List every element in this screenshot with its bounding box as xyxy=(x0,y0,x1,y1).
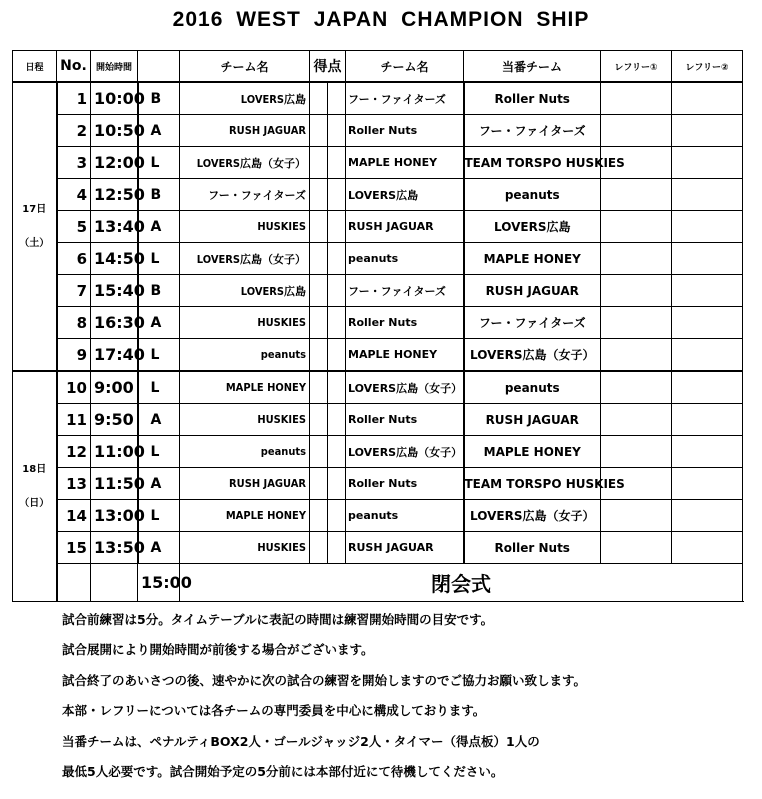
match-time: 10:00 xyxy=(91,82,138,115)
match-team2: フー・ファイターズ xyxy=(346,275,464,307)
match-court: L xyxy=(138,243,180,275)
header-team2: チーム名 xyxy=(346,51,464,83)
score-cell-1 xyxy=(310,147,328,179)
table-row xyxy=(13,371,743,404)
match-team1: RUSH JAGUAR xyxy=(180,115,310,147)
score-cell-1 xyxy=(310,339,328,372)
referee-1-cell xyxy=(601,532,672,564)
score-cell-2 xyxy=(328,115,346,147)
closing-day-cell xyxy=(57,564,91,602)
referee-1-cell xyxy=(601,211,672,243)
match-team2: peanuts xyxy=(346,500,464,532)
table-row xyxy=(13,500,743,532)
score-cell-1 xyxy=(310,115,328,147)
match-time: 16:30 xyxy=(91,307,138,339)
match-court: A xyxy=(138,307,180,339)
match-team1: LOVERS広島（女子） xyxy=(180,147,310,179)
table-row xyxy=(13,468,743,500)
header-no: No. xyxy=(57,51,91,83)
match-no: 7 xyxy=(57,275,91,307)
match-time: 13:50 xyxy=(91,532,138,564)
score-cell-2 xyxy=(328,307,346,339)
referee-2-cell xyxy=(672,82,743,115)
match-team1: HUSKIES xyxy=(180,211,310,243)
match-no: 9 xyxy=(57,339,91,372)
referee-2-cell xyxy=(672,532,743,564)
table-row xyxy=(13,243,743,275)
note-line: 試合終了のあいさつの後、速やかに次の試合の練習を開始しますのでご協力お願い致します。 xyxy=(62,672,587,688)
day-weekday: （日） xyxy=(19,497,50,509)
referee-2-cell xyxy=(672,243,743,275)
score-cell-2 xyxy=(328,275,346,307)
match-team1: RUSH JAGUAR xyxy=(180,468,310,500)
match-no: 10 xyxy=(57,371,91,404)
table-row xyxy=(13,275,743,307)
match-no: 1 xyxy=(57,82,91,115)
day-cell xyxy=(13,371,57,602)
schedule-table xyxy=(12,50,743,602)
match-court: A xyxy=(138,532,180,564)
score-cell-2 xyxy=(328,243,346,275)
referee-2-cell xyxy=(672,500,743,532)
match-court: A xyxy=(138,115,180,147)
match-duty: peanuts xyxy=(464,179,601,211)
match-time: 15:40 xyxy=(91,275,138,307)
score-cell-2 xyxy=(328,436,346,468)
match-court: A xyxy=(138,468,180,500)
score-cell-2 xyxy=(328,500,346,532)
page-title: 2016 WEST JAPAN CHAMPION SHIP xyxy=(172,8,590,31)
match-court: B xyxy=(138,275,180,307)
referee-2-cell xyxy=(672,468,743,500)
note-line: 試合前練習は5分。タイムテーブルに表記の時間は練習開始時間の目安です。 xyxy=(62,612,494,627)
match-duty: Roller Nuts xyxy=(464,82,601,115)
match-court: L xyxy=(138,500,180,532)
referee-2-cell xyxy=(672,404,743,436)
match-time: 13:40 xyxy=(91,211,138,243)
table-row xyxy=(13,404,743,436)
closing-row xyxy=(13,564,743,602)
score-cell-2 xyxy=(328,371,346,404)
table-row xyxy=(13,147,743,179)
header-team1: チーム名 xyxy=(180,51,310,83)
match-no: 11 xyxy=(57,404,91,436)
referee-1-cell xyxy=(601,371,672,404)
score-cell-2 xyxy=(328,211,346,243)
match-time: 12:00 xyxy=(91,147,138,179)
score-cell-2 xyxy=(328,339,346,372)
match-no: 5 xyxy=(57,211,91,243)
match-time: 17:40 xyxy=(91,339,138,372)
header-duty: 当番チーム xyxy=(464,51,601,83)
day-weekday: （土） xyxy=(19,237,50,249)
match-no: 2 xyxy=(57,115,91,147)
table-row xyxy=(13,307,743,339)
note-line: 本部・レフリーについては各チームの専門委員を中心に構成しております。 xyxy=(62,703,486,719)
referee-2-cell xyxy=(672,115,743,147)
match-duty: TEAM TORSPO HUSKIES xyxy=(464,468,601,500)
match-team2: Roller Nuts xyxy=(346,115,464,147)
referee-2-cell xyxy=(672,147,743,179)
match-no: 14 xyxy=(57,500,91,532)
referee-1-cell xyxy=(601,275,672,307)
score-cell-1 xyxy=(310,82,328,115)
match-duty: MAPLE HONEY xyxy=(464,436,601,468)
match-team2: フー・ファイターズ xyxy=(346,82,464,115)
match-court: L xyxy=(138,147,180,179)
referee-1-cell xyxy=(601,436,672,468)
table-row xyxy=(13,179,743,211)
match-team1: HUSKIES xyxy=(180,307,310,339)
match-no: 13 xyxy=(57,468,91,500)
match-time: 14:50 xyxy=(91,243,138,275)
match-duty: MAPLE HONEY xyxy=(464,243,601,275)
referee-1-cell xyxy=(601,179,672,211)
note-line: 当番チームは、ペナルティBOX2人・ゴールジャッジ2人・タイマー（得点板）1人の xyxy=(62,733,540,749)
table-row xyxy=(13,82,743,115)
table-row xyxy=(13,436,743,468)
note-line: 試合展開により開始時間が前後する場合がございます。 xyxy=(62,642,374,658)
score-cell-2 xyxy=(328,404,346,436)
match-no: 15 xyxy=(57,532,91,564)
score-cell-2 xyxy=(328,532,346,564)
match-team1: LOVERS広島（女子） xyxy=(180,243,310,275)
score-cell-2 xyxy=(328,82,346,115)
match-team1: HUSKIES xyxy=(180,532,310,564)
match-no: 4 xyxy=(57,179,91,211)
table-row xyxy=(13,532,743,564)
referee-2-cell xyxy=(672,211,743,243)
referee-2-cell xyxy=(672,275,743,307)
match-team1: peanuts xyxy=(180,436,310,468)
score-cell-2 xyxy=(328,179,346,211)
table-row xyxy=(13,339,743,372)
header-score: 得点 xyxy=(310,51,346,83)
match-duty: LOVERS広島（女子） xyxy=(464,500,601,532)
score-cell-1 xyxy=(310,436,328,468)
referee-2-cell xyxy=(672,339,743,372)
match-time: 11:00 xyxy=(91,436,138,468)
referee-1-cell xyxy=(601,500,672,532)
header-ref1: レフリー① xyxy=(601,51,672,83)
match-court: B xyxy=(138,82,180,115)
score-cell-2 xyxy=(328,468,346,500)
match-no: 8 xyxy=(57,307,91,339)
score-cell-2 xyxy=(328,147,346,179)
match-time: 13:00 xyxy=(91,500,138,532)
header-ref2: レフリー② xyxy=(672,51,743,83)
referee-1-cell xyxy=(601,339,672,372)
day-date: 17日 xyxy=(22,203,47,215)
match-team1: LOVERS広島 xyxy=(180,82,310,115)
match-no: 12 xyxy=(57,436,91,468)
match-duty: peanuts xyxy=(464,371,601,404)
match-duty: LOVERS広島（女子） xyxy=(464,339,601,372)
match-team1: peanuts xyxy=(180,339,310,372)
referee-1-cell xyxy=(601,404,672,436)
score-cell-1 xyxy=(310,275,328,307)
header-date: 日程 xyxy=(13,51,57,83)
match-team1: MAPLE HONEY xyxy=(180,500,310,532)
score-cell-1 xyxy=(310,468,328,500)
referee-2-cell xyxy=(672,179,743,211)
score-cell-1 xyxy=(310,500,328,532)
table-row xyxy=(13,211,743,243)
header-time: 開始時間 xyxy=(91,51,138,83)
match-team2: LOVERS広島（女子） xyxy=(346,436,464,468)
score-cell-1 xyxy=(310,371,328,404)
score-cell-1 xyxy=(310,243,328,275)
match-duty: フー・ファイターズ xyxy=(464,307,601,339)
day-cell xyxy=(13,82,57,371)
match-no: 6 xyxy=(57,243,91,275)
score-cell-1 xyxy=(310,307,328,339)
match-team2: Roller Nuts xyxy=(346,468,464,500)
match-time: 11:50 xyxy=(91,468,138,500)
match-time: 10:50 xyxy=(91,115,138,147)
match-team2: LOVERS広島（女子） xyxy=(346,371,464,404)
match-team2: MAPLE HONEY xyxy=(346,339,464,372)
notes xyxy=(62,612,752,794)
note-line: 最低5人必要です。試合開始予定の5分前には本部付近にて待機してください。 xyxy=(62,763,504,779)
closing-no-cell xyxy=(91,564,138,602)
closing-time: 15:00 xyxy=(138,564,180,602)
match-team2: peanuts xyxy=(346,243,464,275)
referee-1-cell xyxy=(601,82,672,115)
match-team2: RUSH JAGUAR xyxy=(346,211,464,243)
table-row xyxy=(13,115,743,147)
match-duty: フー・ファイターズ xyxy=(464,115,601,147)
score-cell-1 xyxy=(310,179,328,211)
match-team2: Roller Nuts xyxy=(346,307,464,339)
match-court: L xyxy=(138,339,180,372)
match-court: B xyxy=(138,179,180,211)
referee-1-cell xyxy=(601,307,672,339)
match-duty: TEAM TORSPO HUSKIES xyxy=(464,147,601,179)
referee-1-cell xyxy=(601,115,672,147)
referee-2-cell xyxy=(672,436,743,468)
match-team2: LOVERS広島 xyxy=(346,179,464,211)
score-cell-1 xyxy=(310,532,328,564)
match-court: L xyxy=(138,436,180,468)
match-duty: RUSH JAGUAR xyxy=(464,275,601,307)
referee-2-cell xyxy=(672,307,743,339)
match-court: L xyxy=(138,371,180,404)
match-duty: Roller Nuts xyxy=(464,532,601,564)
match-no: 3 xyxy=(57,147,91,179)
header-row xyxy=(13,51,743,83)
referee-2-cell xyxy=(672,371,743,404)
match-team1: フー・ファイターズ xyxy=(180,179,310,211)
day-date: 18日 xyxy=(22,463,47,475)
header-court xyxy=(138,51,180,83)
match-team2: MAPLE HONEY xyxy=(346,147,464,179)
match-team2: RUSH JAGUAR xyxy=(346,532,464,564)
match-team1: HUSKIES xyxy=(180,404,310,436)
closing-label: 閉会式 xyxy=(180,564,743,602)
match-team1: MAPLE HONEY xyxy=(180,371,310,404)
referee-1-cell xyxy=(601,243,672,275)
match-time: 9:00 xyxy=(91,371,138,404)
match-time: 9:50 xyxy=(91,404,138,436)
score-cell-1 xyxy=(310,404,328,436)
match-court: A xyxy=(138,404,180,436)
match-time: 12:50 xyxy=(91,179,138,211)
match-court: A xyxy=(138,211,180,243)
match-duty: RUSH JAGUAR xyxy=(464,404,601,436)
match-duty: LOVERS広島 xyxy=(464,211,601,243)
score-cell-1 xyxy=(310,211,328,243)
match-team1: LOVERS広島 xyxy=(180,275,310,307)
match-team2: Roller Nuts xyxy=(346,404,464,436)
